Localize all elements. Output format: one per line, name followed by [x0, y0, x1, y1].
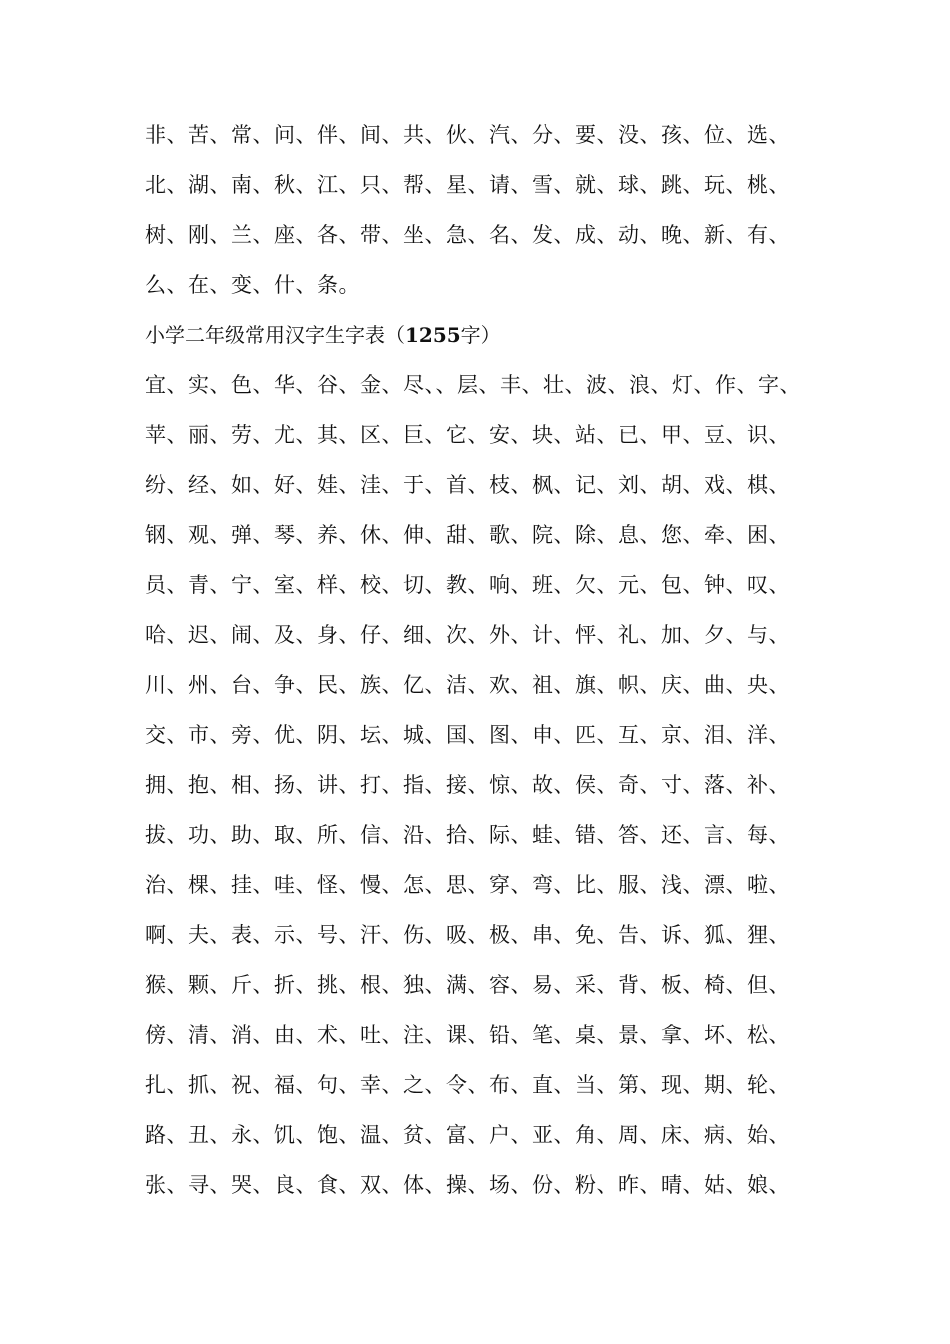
grade2-line-7: 川、州、台、争、民、族、亿、洁、欢、祖、旗、帜、庆、曲、央、	[145, 673, 790, 697]
grade1-line-3: 树、刚、兰、座、各、带、坐、急、名、发、成、动、晚、新、有、	[145, 223, 790, 247]
grade2-line-9: 拥、抱、相、扬、讲、打、指、接、惊、故、侯、奇、寸、落、补、	[145, 773, 790, 797]
grade2-line-8: 交、市、旁、优、阴、坛、城、国、图、申、匹、互、京、泪、洋、	[145, 723, 790, 747]
grade2-line-12: 啊、夫、表、示、号、汗、伤、吸、极、串、免、告、诉、狐、狸、	[145, 923, 790, 947]
grade2-heading	[145, 310, 825, 360]
grade2-line-16: 路、丑、永、饥、饱、温、贫、富、户、亚、角、周、床、病、始、	[145, 1123, 790, 1147]
grade2-line-14: 傍、清、消、由、术、吐、注、课、铅、笔、桌、景、拿、坏、松、	[145, 1023, 790, 1047]
grade2-line-1: 宜、实、色、华、谷、金、尽、、层、丰、壮、波、浪、灯、作、字、	[145, 373, 801, 397]
grade2-heading-count: 1255	[405, 323, 461, 347]
grade2-line-17: 张、寻、哭、良、食、双、体、操、场、份、粉、昨、晴、姑、娘、	[145, 1173, 790, 1197]
grade1-line-1: 非、苦、常、问、伴、间、共、伙、汽、分、要、没、孩、位、选、	[145, 123, 790, 147]
grade2-heading-prefix: 小学二年级常用汉字生字表（	[145, 323, 405, 347]
grade2-line-15: 扎、抓、祝、福、句、幸、之、令、布、直、当、第、现、期、轮、	[145, 1073, 790, 1097]
character-list-body	[145, 110, 825, 1210]
grade2-line-3: 纷、经、如、好、娃、洼、于、首、枝、枫、记、刘、胡、戏、棋、	[145, 473, 790, 497]
grade2-line-6: 哈、迟、闹、及、身、仔、细、次、外、计、怦、礼、加、夕、与、	[145, 623, 790, 647]
grade2-line-5: 员、青、宁、室、样、校、切、教、响、班、欠、元、包、钟、叹、	[145, 573, 790, 597]
grade1-line-2: 北、湖、南、秋、江、只、帮、星、请、雪、就、球、跳、玩、桃、	[145, 173, 790, 197]
grade1-line-4: 么、在、变、什、条。	[145, 273, 360, 297]
grade2-heading-suffix: 字）	[460, 323, 501, 347]
grade2-line-10: 拔、功、助、取、所、信、沿、拾、际、蛙、错、答、还、言、每、	[145, 823, 790, 847]
grade2-line-2: 苹、丽、劳、尤、其、区、巨、它、安、块、站、已、甲、豆、识、	[145, 423, 790, 447]
grade2-line-13: 猴、颗、斤、折、挑、根、独、满、容、易、采、背、板、椅、但、	[145, 973, 790, 997]
grade2-line-4: 钢、观、弹、琴、养、休、伸、甜、歌、院、除、息、您、牵、困、	[145, 523, 790, 547]
grade2-line-11: 治、棵、挂、哇、怪、慢、怎、思、穿、弯、比、服、浅、漂、啦、	[145, 873, 790, 897]
